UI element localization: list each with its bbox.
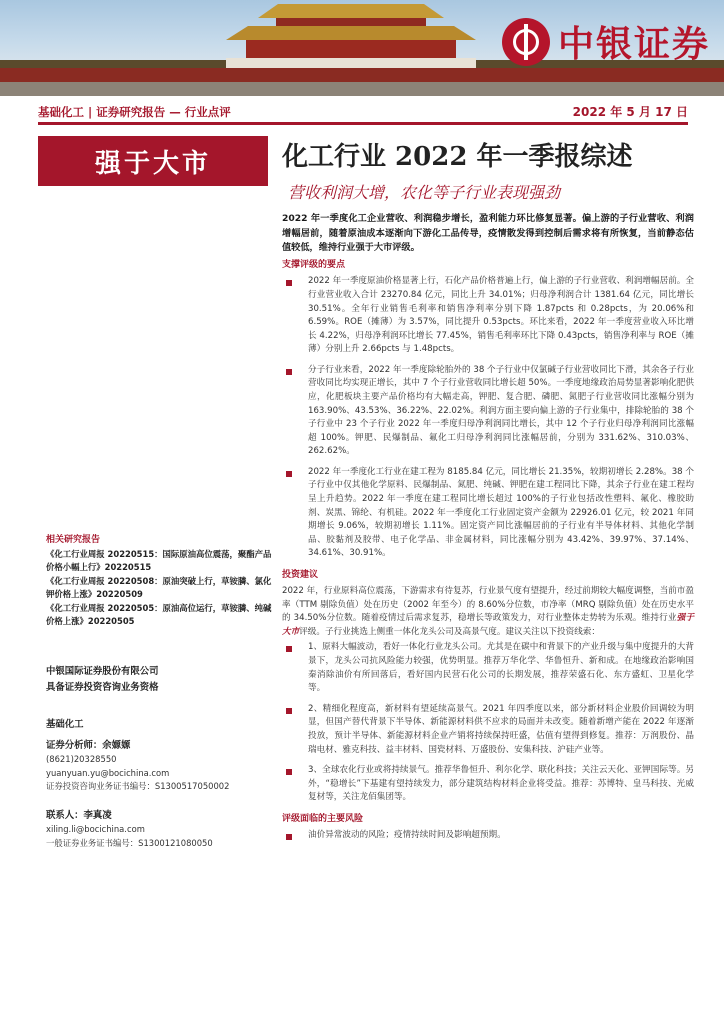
invest-bullet: 2、精细化程度高，新材料有望延续高景气。2021 年四季度以来，部分新材料企业股价回调较为明显，但国产替代背景下半导体、新能源材料供不应求的局面并未改变。随着新增产能在 2022 年逐渐投放，预计半导体、新能源材料企业产销将持续保持旺盛，估值有望得到修复。推荐：万润股份、晶瑞电材、雅克科技、益丰材料、国瓷材料、万盛股份、安集科技、沪硅产业等。 (282, 703, 694, 757)
invest-paragraph-text-b: 评级。子行业挑选上侧重一体化龙头公司及高景气度。建议关注以下投资线索： (299, 626, 600, 637)
company-qualification: 具备证券投资咨询业务资格 (46, 681, 159, 693)
report-category: 基础化工 | 证券研究报告 — 行业点评 (38, 104, 231, 119)
industry-label: 基础化工 (46, 719, 84, 730)
boc-logo-icon (502, 18, 550, 66)
invest-rating-inline: 强于大市 (282, 613, 694, 637)
invest-bullet: 3、全球农化行业或将持续景气。推荐华鲁恒升、利尔化学、联化科技；关注云天化、亚钾国际等。另外，“稳增长”下基建有望持续发力，部分建筑结构材料企业将受益。推荐：苏博特、皇马科技、光威复材等，关注龙佰集团等。 (282, 764, 694, 805)
banner-hall-body-upper (276, 18, 426, 26)
invest-paragraph-text-a: 2022 年，行业原料高位震荡，下游需求有待复苏，行业景气度有望提升，经过前期较大幅度调整，当前市盈率（TTM 剔除负值）处在历史（2002 年至今）的 8.60%分位数，市净率（MRQ 剔除负值）处在历史水平的 34.50%分位数。随着疫情过后需求复苏，稳增长等政策发力，对行业整体走势转为乐观。维持行业 (282, 586, 694, 624)
banner-side-roof-left (0, 60, 226, 68)
support-section-title: 支撑评级的要点 (282, 260, 346, 271)
page-title: 化工行业 2022 年一季报综述 (282, 142, 633, 172)
risk-section-title: 评级面临的主要风险 (282, 813, 364, 824)
report-date: 2022 年 5 月 17 日 (572, 105, 688, 119)
company-name: 中银国际证券股份有限公司 (46, 666, 159, 677)
brand-logo-text: 中银证券 (557, 23, 710, 65)
banner-hall-base (226, 58, 476, 68)
contact-email: xiling.li@bocichina.com (46, 824, 145, 835)
related-reports-title: 相关研究报告 (46, 535, 101, 545)
analyst-card (46, 738, 272, 794)
banner-hall-roof-lower (226, 26, 476, 40)
header-banner (0, 0, 724, 96)
risk-bullet: 油价异常波动的风险；疫情持续时间及影响超预期。 (282, 829, 694, 843)
analyst-phone: (8621)20328550 (46, 754, 117, 765)
analyst-email: yuanyuan.yu@bocichina.com (46, 767, 170, 778)
banner-hall-roof-upper (258, 4, 444, 18)
support-bullet: 2022 年一季度原油价格显著上行，石化产品价格普遍上行，偏上游的子行业营收、利润增幅居前。全行业营业收入合计 23270.84 亿元，同比上升 34.01%；归母净利润合计 1381.64 亿元，同比增长 30.51%。全年行业销售毛利率和销售净利率分别下降 1.87pcts 和 0.28pcts，为 20.06%和 6.59%。ROE（摊薄）为 3.57%，同比提升 0.53pcts。环比来看，2022 年一季度营业收入环比增长 4.22%，归母净利润环比增长 77.45%，销售毛利率环比下降 0.43pcts，销售净利率与 ROE（摊薄）分别上升 2.66pcts 与 1.48pcts。 (282, 275, 694, 356)
banner-wall (0, 68, 724, 82)
analyst-cert: 证券投资咨询业务证书编号：S1300517050002 (46, 781, 230, 792)
company-info (46, 664, 272, 695)
report-header-line (38, 101, 688, 125)
support-bullet: 2022 年一季度化工行业在建工程为 8185.84 亿元，同比增长 21.35%，较期初增长 2.28%。38 个子行业中仅其他化学原料、民爆制品、氮肥、纯碱、钾肥在建工程同比下降，其余子行业在建工程均呈上升趋势。2022 年一季度在建工程同比增长超过 100%的子行业包括改性塑料、氟化、橡胶助剂、炭黑、锦纶、有机硅。2022 年一季度化工行业固定资产金额为 22926.01 亿元，较 2021 年同期增长 9.06%，较期初增长 1.11%。固定资产同比涨幅居前的子行业有半导体材料、其他化学制品、胶黏剂及胶带、电子化学品、非金属材料，同比涨幅分别为 43.42%、39.97%、37.14%、34.61%、30.91%。 (282, 466, 694, 561)
invest-bullet: 1、原料大幅波动，看好一体化行业龙头公司。尤其是在碳中和背景下的产业升级与集中度提升的大背景下，龙头公司抗风险能力较强，优势明显。推荐万华化学、华鲁恒升、新和成。在地缘政治影响国秦消除油价有所回落后，看好国内民营石化公司的长期发展，推荐荣盛石化、东方盛虹、卫星化学等。 (282, 641, 694, 695)
invest-section-title: 投资建议 (282, 569, 319, 580)
related-report-item: 《化工行业周报 20220515：国际原油高位震荡，聚酯产品价格小幅上行》20220515 (46, 549, 272, 573)
rating-badge: 强于大市 (38, 136, 268, 186)
invest-paragraph (282, 585, 694, 639)
contact-cert: 一般证券业务证书编号：S1300121080050 (46, 837, 213, 848)
related-reports-list (46, 548, 272, 629)
main-content (282, 212, 694, 850)
support-bullet: 分子行业来看，2022 年一季度除轮胎外的 38 个子行业中仅氯碱子行业营收同比下滑，其余各子行业营收同比均实现正增长，其中 7 个子行业营收同比增长超 50%。一季度地缘政治局势显著影响化肥供应，化肥板块主要产品价格均有大幅走高，钾肥、复合肥、磷肥、氮肥子行业营收同比涨幅分别为 163.90%、43.53%、36.22%、22.02%。利润方面主要向偏上游的子行业集中，排除轮胎的 38 个子行业中 23 个子行业 2022 年一季度归母净利润同比增长，其中 12 个子行业归母净利润同比涨幅超 100%。钾肥、民爆制品、氟化工归母净利润同比涨幅居前，分别为 331.62%、310.03%、262.62%。 (282, 364, 694, 459)
related-report-item: 《化工行业周报 20220508：原油突破上行，草铵膦、氯化钾价格上涨》20220509 (46, 575, 272, 600)
banner-ground (0, 82, 724, 96)
analyst-name: 证券分析师：余嫄嫄 (46, 740, 131, 751)
page-subtitle: 营收利润大增，农化等子行业表现强劲 (288, 183, 561, 202)
contact-name: 联系人：李真凌 (46, 810, 112, 821)
contact-card (46, 808, 272, 850)
summary-paragraph: 2022 年一季度化工企业营收、利润稳步增长，盈利能力环比修复显著。偏上游的子行业营收、利润增幅居前，随着原油成本逐渐向下游化工品传导，疫情散发得到控制后需求将有所恢复，当前静态估值较低，维持行业强于大市评级。 (282, 213, 694, 254)
banner-hall-body (246, 40, 456, 58)
brand-logo (502, 16, 710, 67)
related-report-item: 《化工行业周报 20220505：原油高位运行，草铵膦、纯碱价格上涨》20220505 (46, 602, 272, 627)
